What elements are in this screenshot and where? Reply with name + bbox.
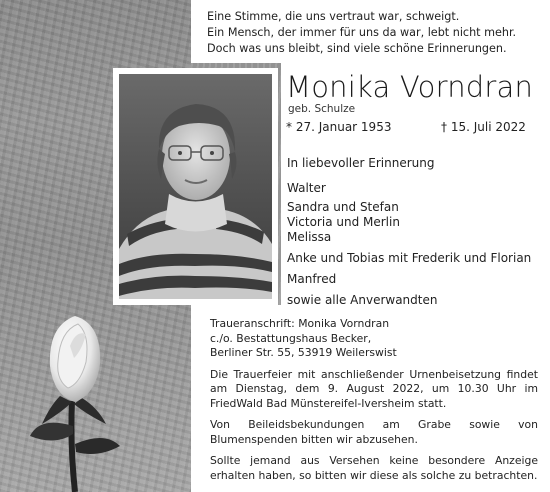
motto-line: Doch was uns bleibt, sind viele schöne Erinnerungen. — [207, 42, 507, 55]
motto-line: Ein Mensch, der immer für uns da war, lebt nicht mehr. — [207, 26, 517, 39]
portrait-frame — [113, 68, 278, 305]
portrait-illustration — [119, 74, 272, 299]
mourners-intro: In liebevoller Erinnerung — [287, 156, 435, 170]
mourner-name: Manfred — [287, 272, 337, 286]
mourner-name: sowie alle Anverwandten — [287, 293, 438, 307]
mourner-name: Sandra und Stefan — [287, 200, 399, 214]
mourning-address — [210, 317, 538, 361]
birth-date: * 27. Januar 1953 — [286, 120, 392, 134]
mourners-list — [287, 151, 537, 309]
mourner-name: Anke und Tobias mit Frederik und Florian — [287, 251, 532, 265]
mourner-name: Victoria und Merlin — [287, 215, 400, 229]
motto-line: Eine Stimme, die uns vertraut war, schweigt. — [207, 10, 460, 23]
address-line: c./o. Bestattungshaus Becker, — [210, 331, 372, 345]
deceased-name: Monika Vorndran — [286, 70, 534, 104]
mourner-name: Walter — [287, 181, 326, 195]
rose-icon — [20, 306, 140, 492]
address-line: Berliner Str. 55, 53919 Weilerswist — [210, 346, 397, 359]
death-date: † 15. Juli 2022 — [441, 120, 526, 134]
notice-details — [210, 317, 538, 490]
motto — [207, 9, 537, 57]
notice-note: Sollte jemand aus Versehen keine besondere Anzeige erhalten haben, so bitten wir diese als solche zu betrachten. — [210, 454, 538, 482]
maiden-name: geb. Schulze — [288, 103, 356, 115]
condolence-note: Von Beileidsbekundungen am Grabe sowie von Blumenspenden bitten wir abzusehen. — [210, 418, 538, 446]
portrait-photo — [119, 74, 272, 299]
funeral-info: Die Trauerfeier mit anschließender Urnenbeisetzung findet am Dienstag, dem 9. August 2022, um 10.30 Uhr im FriedWald Bad Münstereifel-Iversheim statt. — [210, 367, 538, 410]
mourner-name: Melissa — [287, 230, 332, 244]
address-line: Traueranschrift: Monika Vorndran — [210, 317, 390, 330]
